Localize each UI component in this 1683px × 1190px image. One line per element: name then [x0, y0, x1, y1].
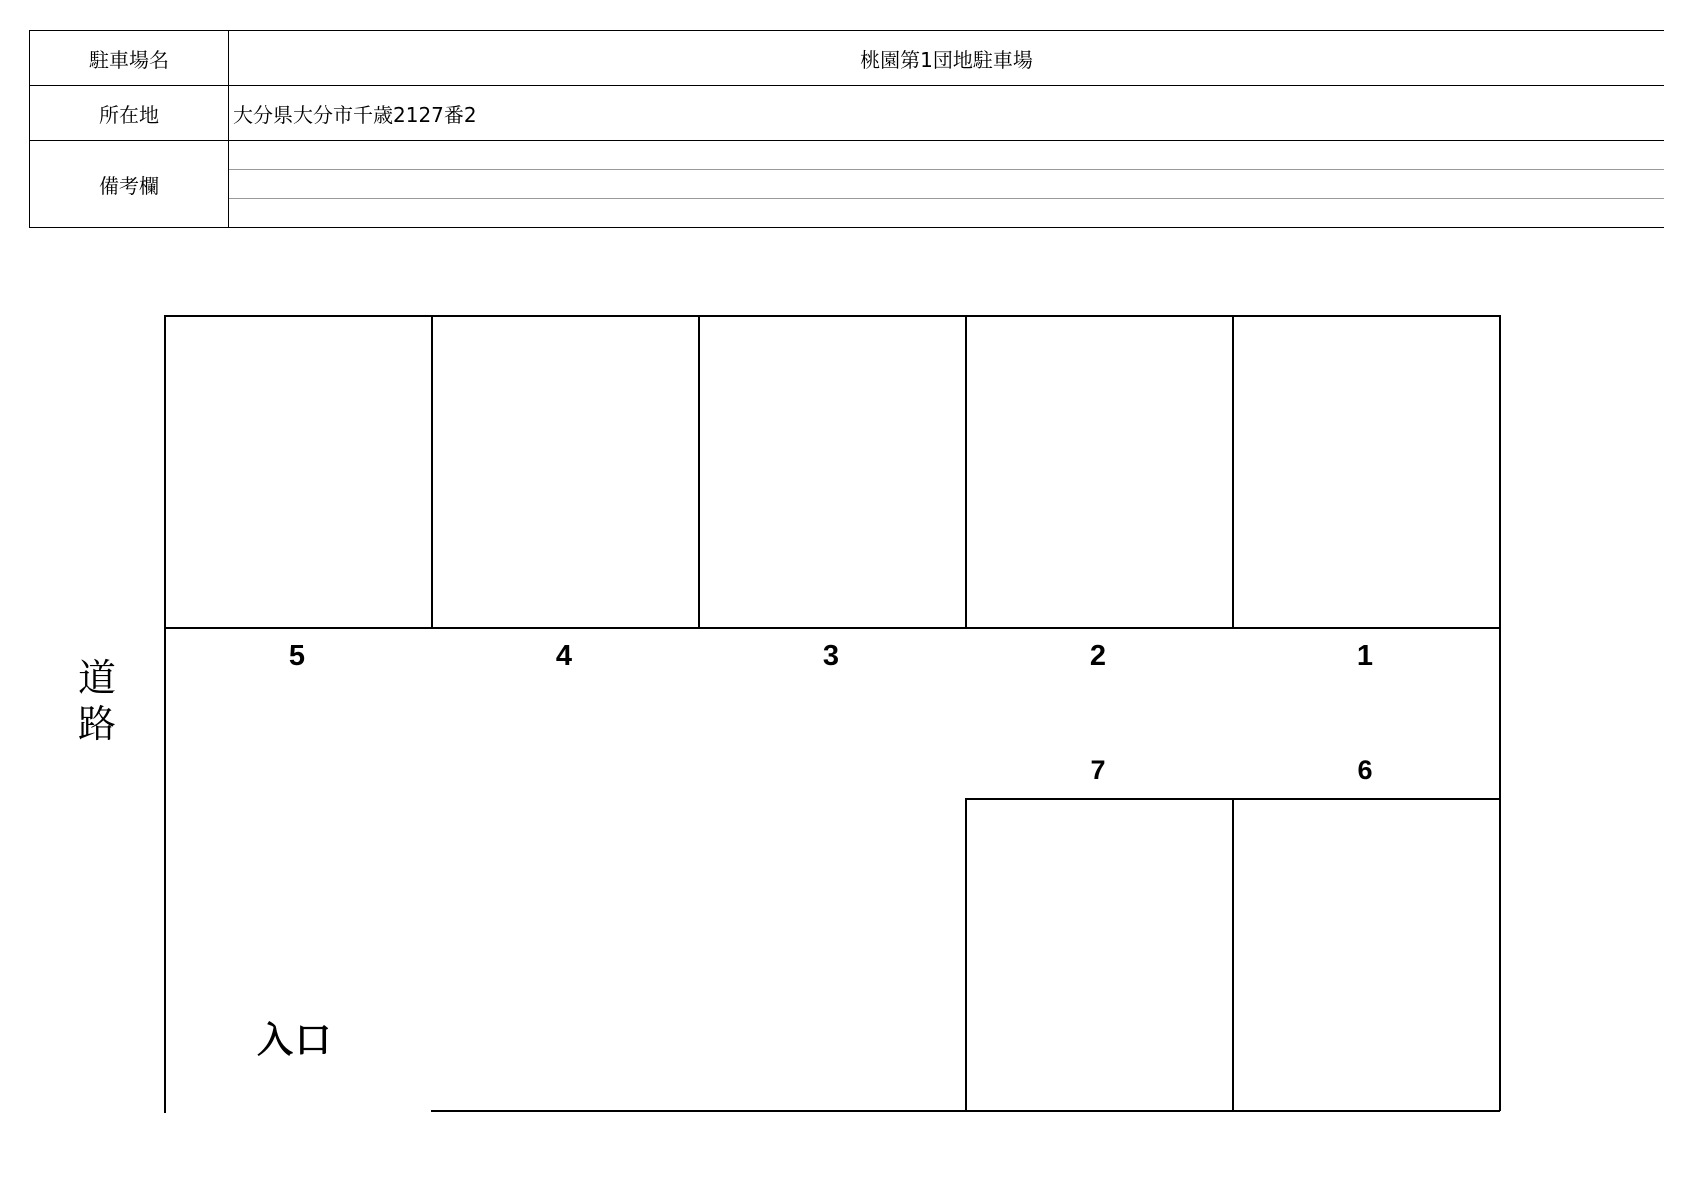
space-divider	[965, 798, 967, 1111]
entrance-label: 入口	[257, 1020, 334, 1061]
plan-right-edge	[1499, 315, 1501, 1111]
space-divider	[698, 315, 700, 628]
parking-name-value: 桃園第1団地駐車場	[229, 31, 1665, 86]
remarks-label: 備考欄	[30, 141, 229, 228]
top-row-bottom-edge	[164, 627, 1500, 629]
space-divider	[1232, 315, 1234, 628]
plan-left-edge	[164, 315, 166, 1113]
space-number-2: 2	[1089, 640, 1107, 672]
space-divider	[965, 315, 967, 628]
space-number-6: 6	[1357, 755, 1373, 785]
space-number-7: 7	[1090, 755, 1106, 785]
space-number-3: 3	[822, 640, 840, 672]
address-label: 所在地	[30, 86, 229, 141]
plan-bottom-edge	[431, 1110, 1500, 1112]
parking-name-label: 駐車場名	[30, 31, 229, 86]
space-divider	[431, 315, 433, 628]
plan-top-edge	[164, 315, 1500, 317]
space-number-5: 5	[288, 640, 306, 672]
space-divider	[1232, 798, 1234, 1111]
space-number-4: 4	[555, 640, 573, 672]
road-label: 道路	[77, 656, 116, 746]
space-number-1: 1	[1356, 640, 1374, 672]
address-value: 大分県大分市千歳2127番2	[229, 86, 1665, 141]
